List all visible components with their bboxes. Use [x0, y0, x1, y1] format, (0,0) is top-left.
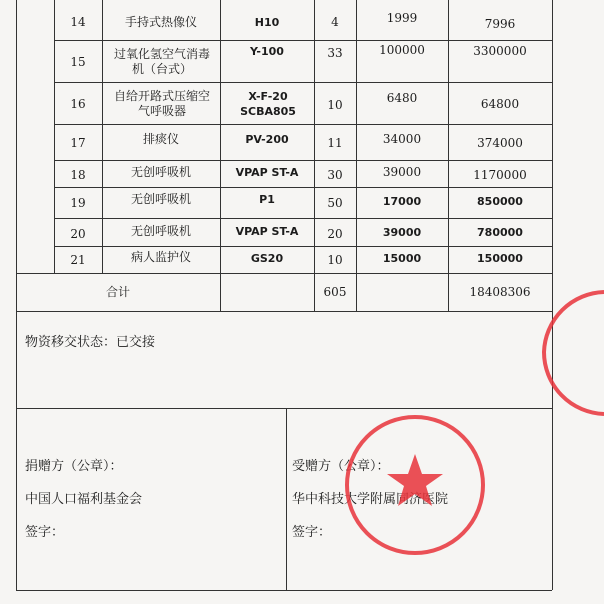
- item-quantity: 50: [327, 195, 343, 210]
- item-model: H10: [254, 15, 280, 29]
- item-total: 64800: [480, 96, 520, 111]
- item-model: P1: [259, 192, 275, 206]
- item-model: GS20: [250, 251, 284, 265]
- item-quantity: 10: [327, 253, 343, 267]
- item-quantity: 20: [327, 226, 343, 241]
- item-model: VPAP ST-A: [235, 224, 299, 238]
- item-model: X-F-20 SCBA805: [240, 90, 296, 118]
- item-name: 手持式热像仪: [124, 14, 197, 29]
- row-number: 21: [70, 253, 86, 267]
- item-unit-price: 34000: [382, 131, 422, 146]
- item-unit-price: 39000: [382, 225, 422, 239]
- row-number: 17: [70, 135, 86, 150]
- total-label: 合计: [105, 284, 130, 299]
- item-unit-price: 17000: [382, 194, 422, 208]
- item-unit-price: 1999: [386, 10, 418, 25]
- item-total: 780000: [477, 225, 523, 239]
- row-number: 19: [70, 195, 86, 210]
- item-quantity: 4: [331, 14, 339, 29]
- recipient-organization: 华中科技大学附属同济医院: [292, 492, 449, 507]
- row-number: 18: [70, 167, 86, 182]
- item-unit-price: 6480: [386, 90, 418, 105]
- item-total: 374000: [477, 135, 523, 150]
- donor-signature-label: 签字：: [25, 525, 65, 540]
- item-quantity: 10: [327, 97, 343, 112]
- total-quantity: 605: [323, 284, 347, 299]
- item-quantity: 30: [327, 167, 343, 182]
- item-name: 无创呼吸机: [130, 223, 191, 238]
- item-total: 7996: [484, 16, 516, 31]
- recipient-signature-label: 签字：: [292, 525, 332, 540]
- row-number: 15: [70, 54, 86, 69]
- item-name: 排痰仪: [142, 131, 179, 146]
- row-number: 20: [70, 226, 86, 241]
- item-model: Y-100: [250, 44, 284, 58]
- item-name: 过氧化氢空气消毒机（台式）: [113, 47, 210, 76]
- item-total: 3300000: [473, 43, 527, 58]
- row-number: 16: [70, 96, 86, 111]
- recipient-seal-label: 受赠方（公章）：: [292, 459, 390, 474]
- transfer-status: 物资移交状态：已交接: [25, 335, 156, 350]
- item-total: 850000: [477, 194, 523, 208]
- item-name: 病人监护仪: [130, 249, 191, 264]
- item-name: 自给开路式压缩空气呼吸器: [113, 89, 210, 118]
- item-total: 150000: [477, 251, 523, 265]
- item-model: PV-200: [245, 132, 289, 146]
- row-number: 14: [70, 14, 86, 29]
- total-amount: 18408306: [469, 284, 531, 299]
- item-name: 无创呼吸机: [130, 164, 191, 179]
- item-unit-price: 15000: [382, 251, 422, 265]
- official-seal-stamp: [340, 410, 490, 560]
- item-name: 无创呼吸机: [130, 191, 191, 206]
- item-quantity: 33: [327, 45, 343, 60]
- partial-seal-stamp: [540, 288, 604, 418]
- item-unit-price: 100000: [379, 42, 425, 57]
- item-unit-price: 39000: [382, 164, 422, 179]
- donor-seal-label: 捐赠方（公章）：: [25, 459, 123, 474]
- item-quantity: 11: [327, 135, 343, 150]
- item-model: VPAP ST-A: [235, 165, 299, 179]
- donor-organization: 中国人口福利基金会: [25, 492, 143, 507]
- item-total: 1170000: [473, 167, 527, 182]
